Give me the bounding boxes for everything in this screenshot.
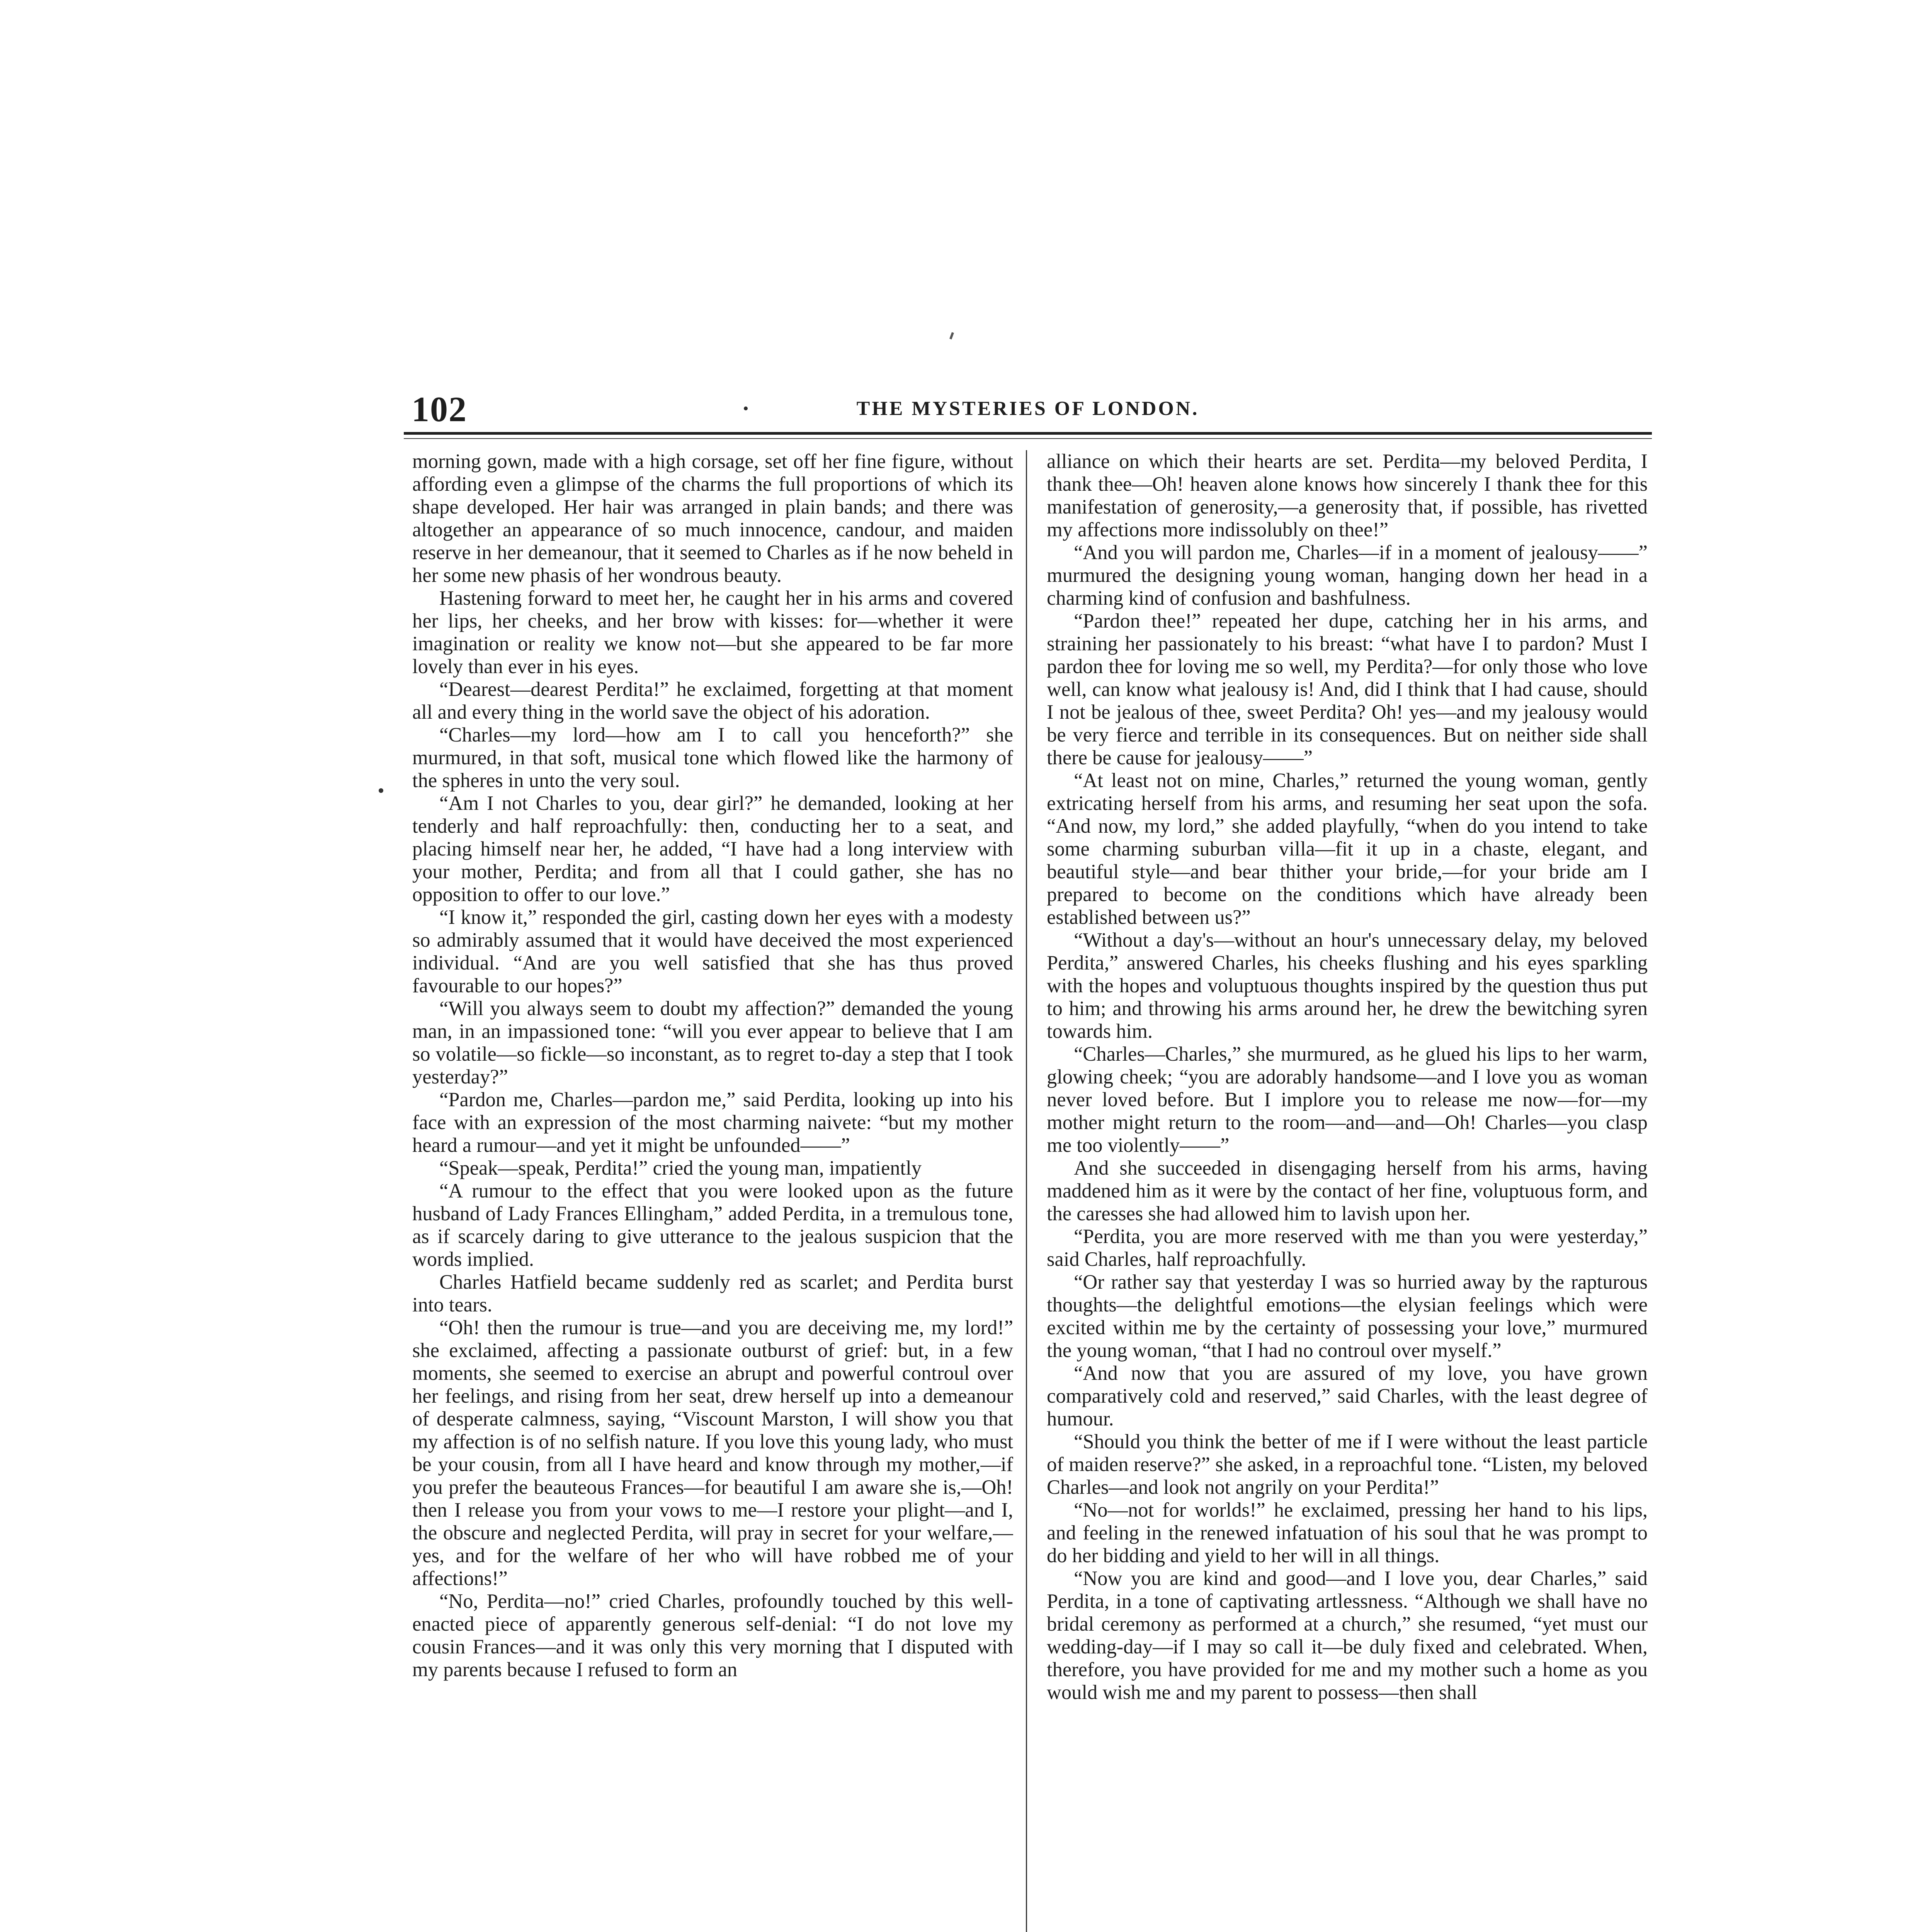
paragraph: “And now that you are assured of my love, you have grown comparatively cold and reserved,” said Charles, with the least degree of humour. — [1047, 1362, 1648, 1430]
paragraph: alliance on which their hearts are set. Perdita—my beloved Perdita, I thank thee—Oh! heaven alone knows how sincerely I thank thee for this manifestation of generosity,—a generosity that, if possible, has rivetted my affections more indissolubly on thee!” — [1047, 450, 1648, 541]
top-speck-mark — [949, 332, 954, 340]
column-divider — [1026, 450, 1027, 1932]
paragraph: “Pardon me, Charles—pardon me,” said Perdita, looking up into his face with an expression of the most charming naivete: “but my mother heard a rumour—and yet it might be unfounded——” — [412, 1088, 1013, 1156]
paragraph: “Or rather say that yesterday I was so hurried away by the rapturous thoughts—the delightful emotions—the elysian feelings which were excited within me by the certainty of possessing your love,” murmured the young woman, “that I had no controul over myself.” — [1047, 1271, 1648, 1362]
right-column — [1047, 450, 1648, 1932]
page-number: 102 — [412, 389, 467, 429]
paragraph: morning gown, made with a high corsage, set off her fine figure, without affording even a glimpse of the charms the full proportions of which its shape developed. Her hair was arranged in plain bands; and there was altogether an appearance of so much innocence, candour, and maiden reserve in her demeanour, that it seemed to Charles as if he now beheld in her some new phasis of her wondrous beauty. — [412, 450, 1013, 587]
paragraph: “At least not on mine, Charles,” returned the young woman, gently extricating herself from his arms, and resuming her seat upon the sofa. “And now, my lord,” she added playfully, “when do you intend to take some charming suburban villa—fit it up in a chaste, elegant, and beautiful style—and bear thither your bride,—for your bride am I prepared to become on the conditions which have already been established between us?” — [1047, 769, 1648, 929]
paragraph: “Now you are kind and good—and I love you, dear Charles,” said Perdita, in a tone of captivating artlessness. “Although we shall have no bridal ceremony as performed at a church,” she resumed, “yet must our wedding-day—if I may so call it—be duly fixed and celebrated. When, therefore, you have provided for me and my mother such a home as you would wish me and my parent to possess—then shall — [1047, 1567, 1648, 1704]
paragraph: “Without a day's—without an hour's unnecessary delay, my beloved Perdita,” answered Charles, his cheeks flushing and his eyes sparkling with the hopes and voluptuous thoughts inspired by the question thus put to him; and throwing his arms around her, he drew the bewitching syren towards him. — [1047, 929, 1648, 1043]
paragraph: “Charles—my lord—how am I to call you henceforth?” she murmured, in that soft, musical tone which flowed like the harmony of the spheres in unto the very soul. — [412, 724, 1013, 792]
running-title: THE MYSTERIES OF LONDON. — [856, 398, 1199, 420]
paragraph: “Will you always seem to doubt my affection?” demanded the young man, in an impassioned tone: “will you ever appear to believe that I am so volatile—so fickle—so inconstant, as to regret to-day a step that I took yesterday?” — [412, 997, 1013, 1088]
left-column — [412, 450, 1013, 1932]
header-rule-thin — [404, 438, 1652, 439]
paragraph: “No, Perdita—no!” cried Charles, profoundly touched by this well-enacted piece of apparently generous self-denial: “I do not love my cousin Frances—and it was only this very morning that I disputed with my parents because I refused to form an — [412, 1590, 1013, 1681]
header-rule — [404, 432, 1652, 435]
paragraph: “Charles—Charles,” she murmured, as he glued his lips to her warm, glowing cheek; “you are adorably handsome—and I love you as woman never loved before. But I implore you to release me now—for—my mother might return to the room—and—and—Oh! Charles—you clasp me too violently——” — [1047, 1043, 1648, 1156]
paragraph: “And you will pardon me, Charles—if in a moment of jealousy——” murmured the designing young woman, hanging down her head in a charming kind of confusion and bashfulness. — [1047, 541, 1648, 609]
page-header — [404, 386, 1652, 429]
paragraph: Hastening forward to meet her, he caught her in his arms and covered her lips, her cheeks, and her brow with kisses: for—whether it were imagination or reality we know not—but she appeared to be far more lovely than ever in his eyes. — [412, 587, 1013, 678]
paragraph: “Pardon thee!” repeated her dupe, catching her in his arms, and straining her passionately to his breast: “what have I to pardon? Must I pardon thee for loving me so well, my Perdita?—for only those who love well, can know what jealousy is! And, did I think that I had cause, should I not be jealous of thee, sweet Perdita? Oh! yes—and my jealousy would be very fierce and terrible in its consequences. But on neither side shall there be cause for jealousy——” — [1047, 610, 1648, 769]
paragraph: “Dearest—dearest Perdita!” he exclaimed, forgetting at that moment all and every thing in the world save the object of his adoration. — [412, 678, 1013, 723]
paragraph: “Perdita, you are more reserved with me than you were yesterday,” said Charles, half reproachfully. — [1047, 1225, 1648, 1270]
paragraph: “Oh! then the rumour is true—and you are deceiving me, my lord!” she exclaimed, affecting a passionate outburst of grief: but, in a few moments, she seemed to exercise an abrupt and powerful controul over her feelings, and rising from her seat, drew herself up into a demeanour of desperate calmness, saying, “Viscount Marston, I will show you that my affection is of no selfish nature. If you love this young lady, who must be your cousin, from all I have heard and know through my mother,—if you prefer the beauteous Frances—for beautiful I am aware she is,—Oh! then I release you from your vows to me—I restore your plight—and I, the obscure and neglected Perdita, will pray in secret for your welfare,—yes, and for the welfare of her who will have robbed me of your affections!” — [412, 1316, 1013, 1590]
paragraph: Charles Hatfield became suddenly red as scarlet; and Perdita burst into tears. — [412, 1271, 1013, 1316]
paragraph: “Am I not Charles to you, dear girl?” he demanded, looking at her tenderly and half reproachfully: then, conducting her to a seat, and placing himself near her, he added, “I have had a long interview with your mother, Perdita; and from all that I could gather, she has no opposition to offer to our love.” — [412, 792, 1013, 906]
paragraph: “Should you think the better of me if I were without the least particle of maiden reserve?” she asked, in a reproachful tone. “Listen, my beloved Charles—and look not angrily on your Perdita!” — [1047, 1430, 1648, 1498]
paragraph: “Speak—speak, Perdita!” cried the young man, impatiently — [439, 1157, 922, 1179]
paragraph: “No—not for worlds!” he exclaimed, pressing her hand to his lips, and feeling in the renewed infatuation of his soul that he was prompt to do her bidding and yield to her will in all things. — [1047, 1499, 1648, 1567]
paragraph: “A rumour to the effect that you were looked upon as the future husband of Lady Frances Ellingham,” added Perdita, in a tremulous tone, as if scarcely daring to give utterance to the jealous suspicion that the words implied. — [412, 1180, 1013, 1270]
margin-speck-mark — [379, 788, 383, 793]
paragraph: “I know it,” responded the girl, casting down her eyes with a modesty so admirably assumed that it would have deceived the most experienced individual. “And are you well satisfied that she has thus proved favourable to our hopes?” — [412, 906, 1013, 997]
paragraph: And she succeeded in disengaging herself from his arms, having maddened him as it were by the contact of her fine, voluptuous form, and the caresses she had allowed him to lavish upon her. — [1047, 1157, 1648, 1225]
printed-page — [404, 386, 1652, 1932]
